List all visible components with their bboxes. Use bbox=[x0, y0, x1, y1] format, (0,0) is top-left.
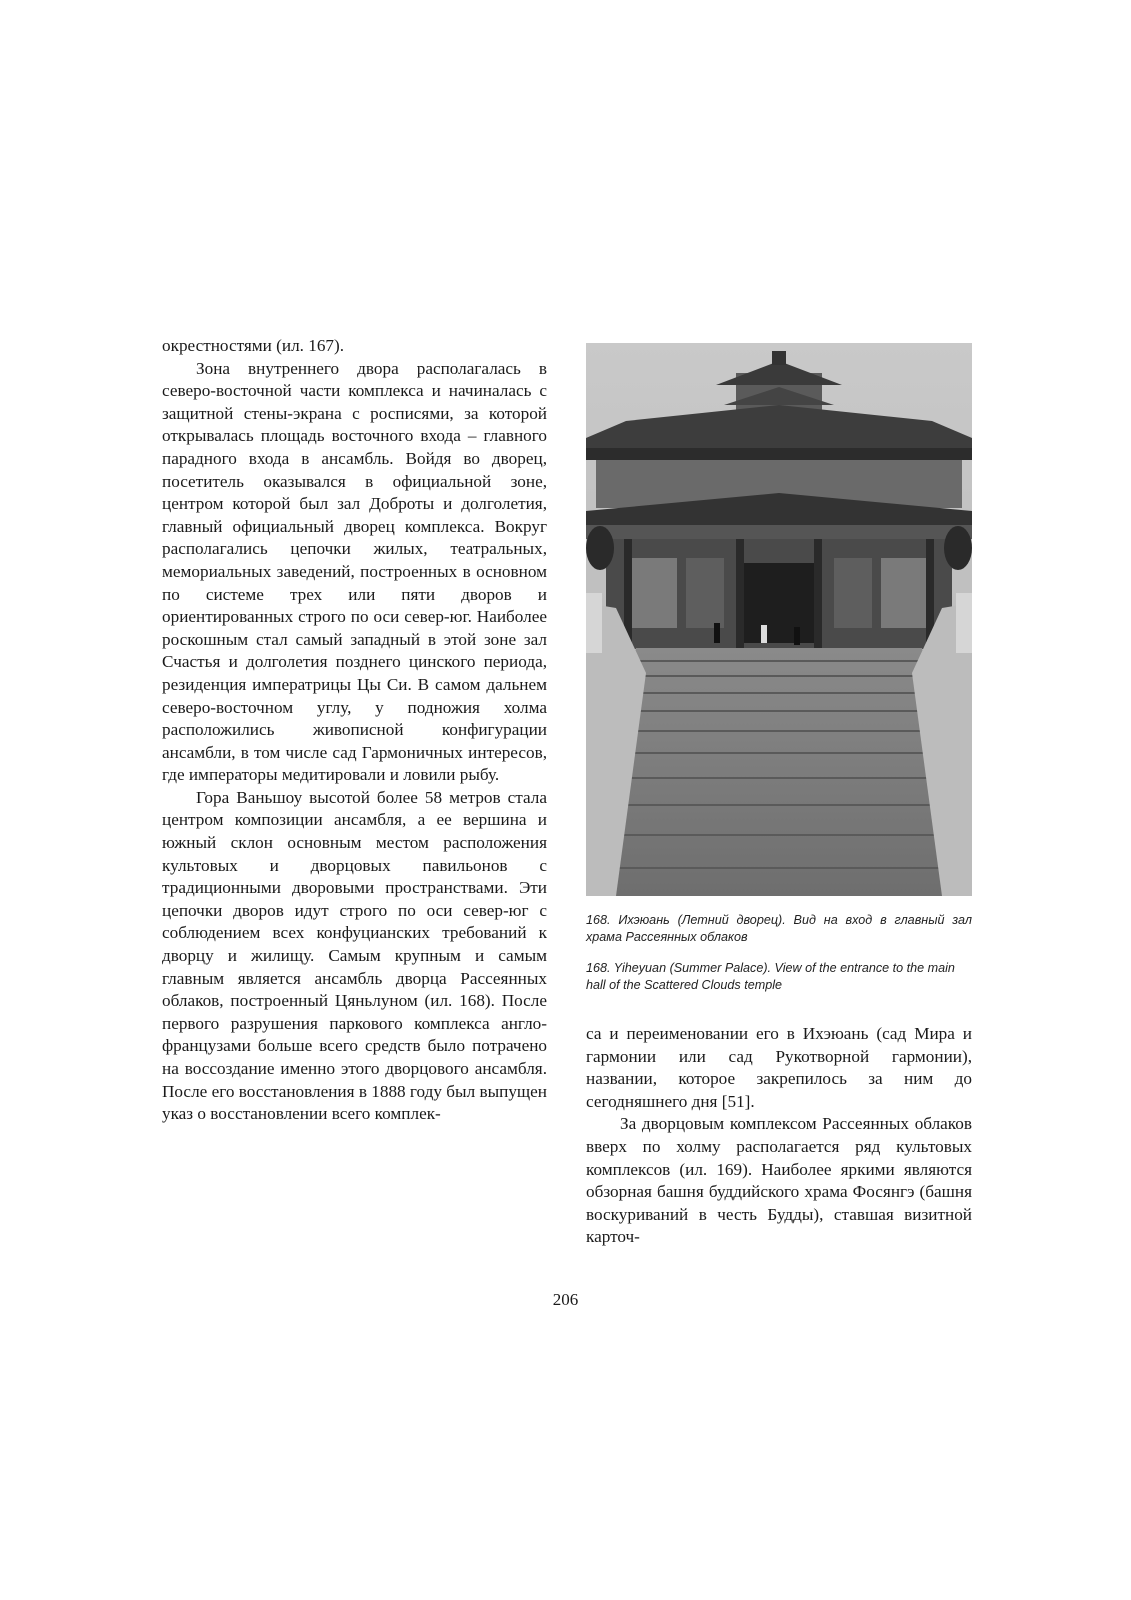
paragraph: Зона внутреннего двора располагалась в северо-восточной части комплекса и начиналась с защитной стены-экрана с росписями, за которой открывалась площадь восточного входа – главного парадного входа в ансамбль. Войдя во дворец, посетитель оказывался в официальной зоне, центром которой был зал Доброты и долголетия, главный официальный дворец комплекса. Вокруг располагались цепочки жилых, театральных, мемориальных заведений, построенных в основном по системе трех или пяти дворов и ориентированных строго по оси север-юг. Наиболее роскошным стал самый западный в этой зоне зал Счастья и долголетия позднего цинского периода, резиденция императрицы Цы Си. В самом дальнем северо-восточном углу, у подножия холма расположились живописной конфигурации ансамбли, в том числе сад Гармоничных интересов, где императоры медитировали и ловили рыбу. bbox=[162, 358, 547, 785]
figure-caption-ru: 168. Ихэюань (Летний дворец). Вид на вход в главный зал храма Рассеянных облаков bbox=[586, 913, 972, 944]
temple-photo-illustration bbox=[586, 343, 972, 896]
paragraph: окрестностями (ил. 167). bbox=[162, 336, 345, 355]
right-text-column bbox=[586, 1023, 972, 1249]
figure-caption-en: 168. Yiheyuan (Summer Palace). View of the entrance to the main hall of the Scattered Clouds temple bbox=[586, 961, 955, 992]
paragraph: За дворцовым комплексом Рассеянных облаков вверх по холму располагается ряд культовых комплексов (ил. 169). Наиболее яркими являются обзорная башня буддийского храма Фосянгэ (башня воскуриваний в честь Будды), ставшая визитной карточ- bbox=[586, 1114, 972, 1247]
paragraph: са и переименовании его в Ихэюань (сад Мира и гармонии или сад Рукотворной гармонии), названии, которое закрепилось за ним до сегодняшнего дня [51]. bbox=[586, 1024, 972, 1111]
left-text-column bbox=[162, 335, 547, 1126]
page-number: 206 bbox=[552, 1290, 579, 1309]
temple-photo bbox=[586, 343, 972, 896]
paragraph: Гора Ваньшоу высотой более 58 метров стала центром композиции ансамбля, а ее вершина и южный склон основным местом расположения культовых и дворцовых павильонов с традиционными дворовыми пространствами. Эти цепочки дворов идут строго по оси север-юг с соблюдением всех конфуцианских требований к дворцу и жилищу. Самым крупным и самым главным является ансамбль дворца Рассеянных облаков, построенный Цяньлуном (ил. 168). После первого разрушения паркового комплекса англо-французами больше всего средств было потрачено на воссоздание именно этого дворцового ансамбля. После его восстановления в 1888 году был выпущен указ о восстановлении всего комплек- bbox=[162, 787, 547, 1124]
